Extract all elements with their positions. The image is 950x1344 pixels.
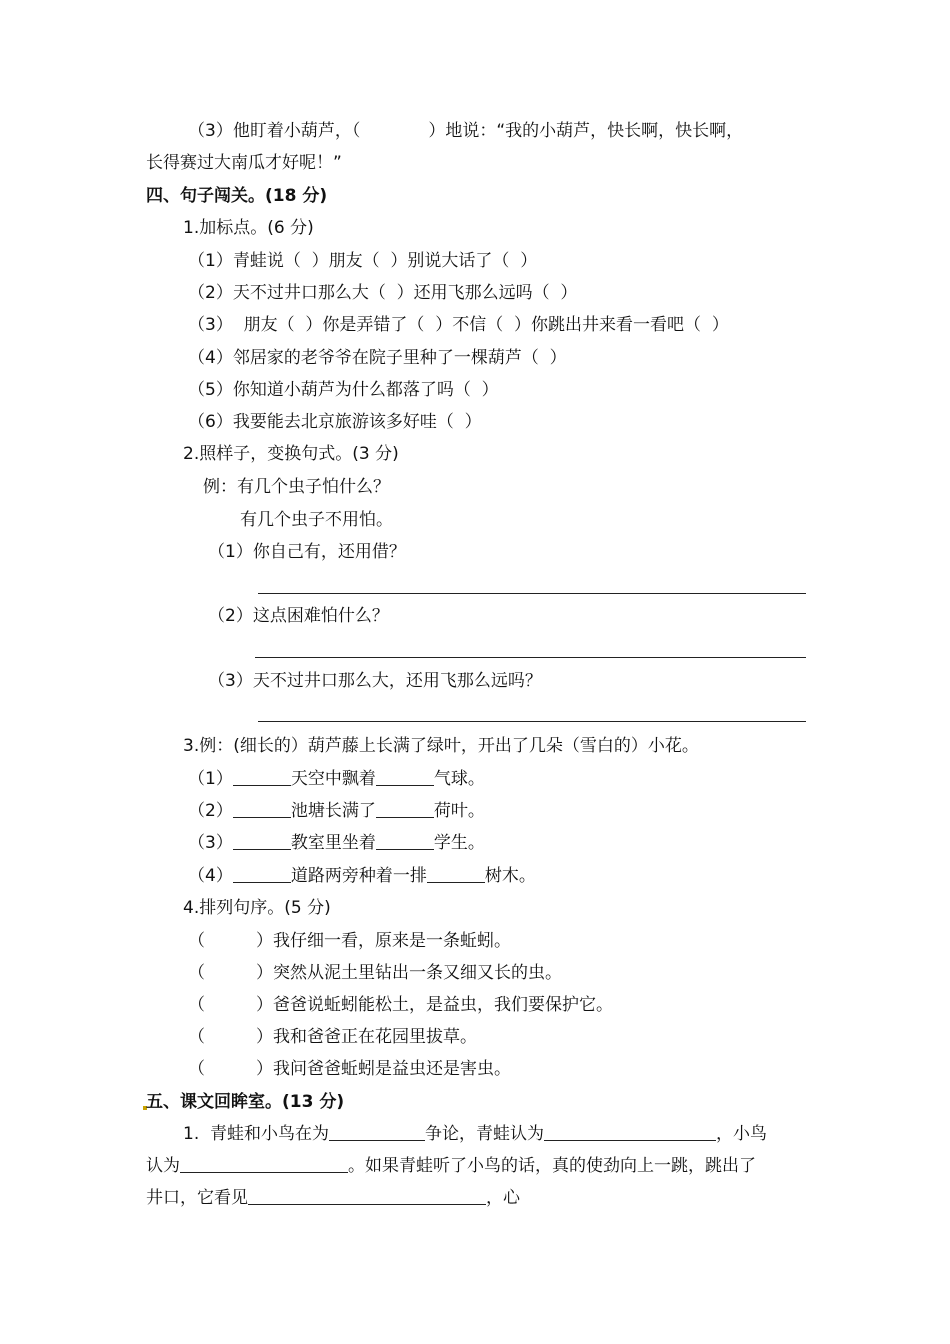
order-item-1: （ ）我仔细一看，原来是一条蚯蚓。 — [188, 931, 511, 951]
transform-item-1: （1）你自己有，还用借？ — [208, 542, 406, 562]
review-text: ，小鸟 — [716, 1124, 768, 1144]
review-text: 井口，它看见 — [146, 1188, 248, 1208]
transform-item-2: （2）这点困难怕什么？ — [208, 606, 389, 626]
answer-line-1[interactable] — [258, 593, 806, 594]
blank[interactable] — [376, 767, 434, 786]
blank[interactable] — [329, 1122, 425, 1141]
punct-item-1: （1）青蛙说（ ）朋友（ ）别说大话了（ ） — [188, 251, 538, 271]
review-text: 认为 — [146, 1156, 180, 1176]
review-line-3 — [146, 1186, 520, 1210]
fill-item-1 — [188, 767, 485, 791]
fill-item-text: 荷叶。 — [433, 801, 485, 821]
answer-line-3[interactable] — [258, 721, 806, 722]
blank[interactable] — [233, 864, 291, 883]
part-3-title: 3.例：(细长的）葫芦藤上长满了绿叶，开出了几朵（雪白的）小花。 — [183, 736, 699, 756]
blank[interactable] — [544, 1122, 716, 1141]
part-2-example-2: 有几个虫子不用怕。 — [240, 510, 393, 530]
fill-item-3 — [188, 831, 485, 855]
fill-item-text: 教室里坐着 — [290, 833, 376, 853]
q3-line-2: 长得赛过大南瓜才好呢！” — [146, 153, 342, 173]
blank[interactable] — [376, 831, 434, 850]
review-text: 1. 青蛙和小鸟在为 — [183, 1124, 330, 1144]
punct-item-6: （6）我要能去北京旅游该多好哇（ ） — [188, 412, 482, 432]
part-1-title: 1.加标点。(6 分) — [183, 218, 314, 238]
q3-line-1: （3）他盯着小葫芦，（ ）地说：“我的小葫芦，快长啊，快长啊， — [188, 121, 744, 141]
blank[interactable] — [233, 767, 291, 786]
blank[interactable] — [233, 831, 291, 850]
transform-item-3: （3）天不过井口那么大，还用飞那么远吗？ — [208, 671, 542, 691]
fill-item-text: 树木。 — [484, 866, 536, 886]
fill-item-text: 池塘长满了 — [290, 801, 376, 821]
fill-item-number: （4） — [188, 866, 233, 886]
section-4-title: 四、句子闯关。(18 分) — [146, 186, 328, 206]
punct-item-3: （3） 朋友（ ）你是弄错了（ ）不信（ ）你跳出井来看一看吧（ ） — [188, 315, 729, 335]
fill-item-number: （2） — [188, 801, 233, 821]
blank[interactable] — [248, 1186, 486, 1205]
review-text: 争论，青蛙认为 — [425, 1124, 545, 1144]
fill-item-number: （1） — [188, 769, 233, 789]
blank[interactable] — [233, 799, 291, 818]
fill-item-text: 学生。 — [433, 833, 485, 853]
order-item-3: （ ）爸爸说蚯蚓能松土，是益虫，我们要保护它。 — [188, 995, 613, 1015]
part-4-title: 4.排列句序。(5 分) — [183, 898, 331, 918]
order-item-2: （ ）突然从泥土里钻出一条又细又长的虫。 — [188, 963, 562, 983]
review-line-1 — [183, 1122, 767, 1146]
punct-item-5: （5）你知道小葫芦为什么都落了吗（ ） — [188, 380, 499, 400]
part-2-title: 2.照样子，变换句式。(3 分) — [183, 444, 399, 464]
fill-item-4 — [188, 864, 536, 888]
fill-item-text: 天空中飘着 — [290, 769, 376, 789]
punct-item-4: （4）邻居家的老爷爷在院子里种了一棵葫芦（ ） — [188, 348, 567, 368]
punct-item-2: （2）天不过井口那么大（ ）还用飞那么远吗（ ） — [188, 283, 578, 303]
order-item-4: （ ）我和爸爸正在花园里拔草。 — [188, 1027, 477, 1047]
blank[interactable] — [376, 799, 434, 818]
part-2-example-1: 例：有几个虫子怕什么？ — [203, 477, 390, 497]
fill-item-number: （3） — [188, 833, 233, 853]
review-line-2 — [146, 1154, 756, 1178]
review-text: 。如果青蛙听了小鸟的话，真的使劲向上一跳，跳出了 — [348, 1156, 756, 1176]
blank[interactable] — [180, 1154, 348, 1173]
review-text: ，心 — [486, 1188, 520, 1208]
order-item-5: （ ）我问爸爸蚯蚓是益虫还是害虫。 — [188, 1059, 511, 1079]
answer-line-2[interactable] — [255, 657, 806, 658]
blank[interactable] — [427, 864, 485, 883]
fill-item-text: 道路两旁种着一排 — [290, 866, 427, 886]
section-5-title: 五、课文回眸室。(13 分) — [146, 1092, 345, 1112]
fill-item-text: 气球。 — [433, 769, 485, 789]
fill-item-2 — [188, 799, 485, 823]
